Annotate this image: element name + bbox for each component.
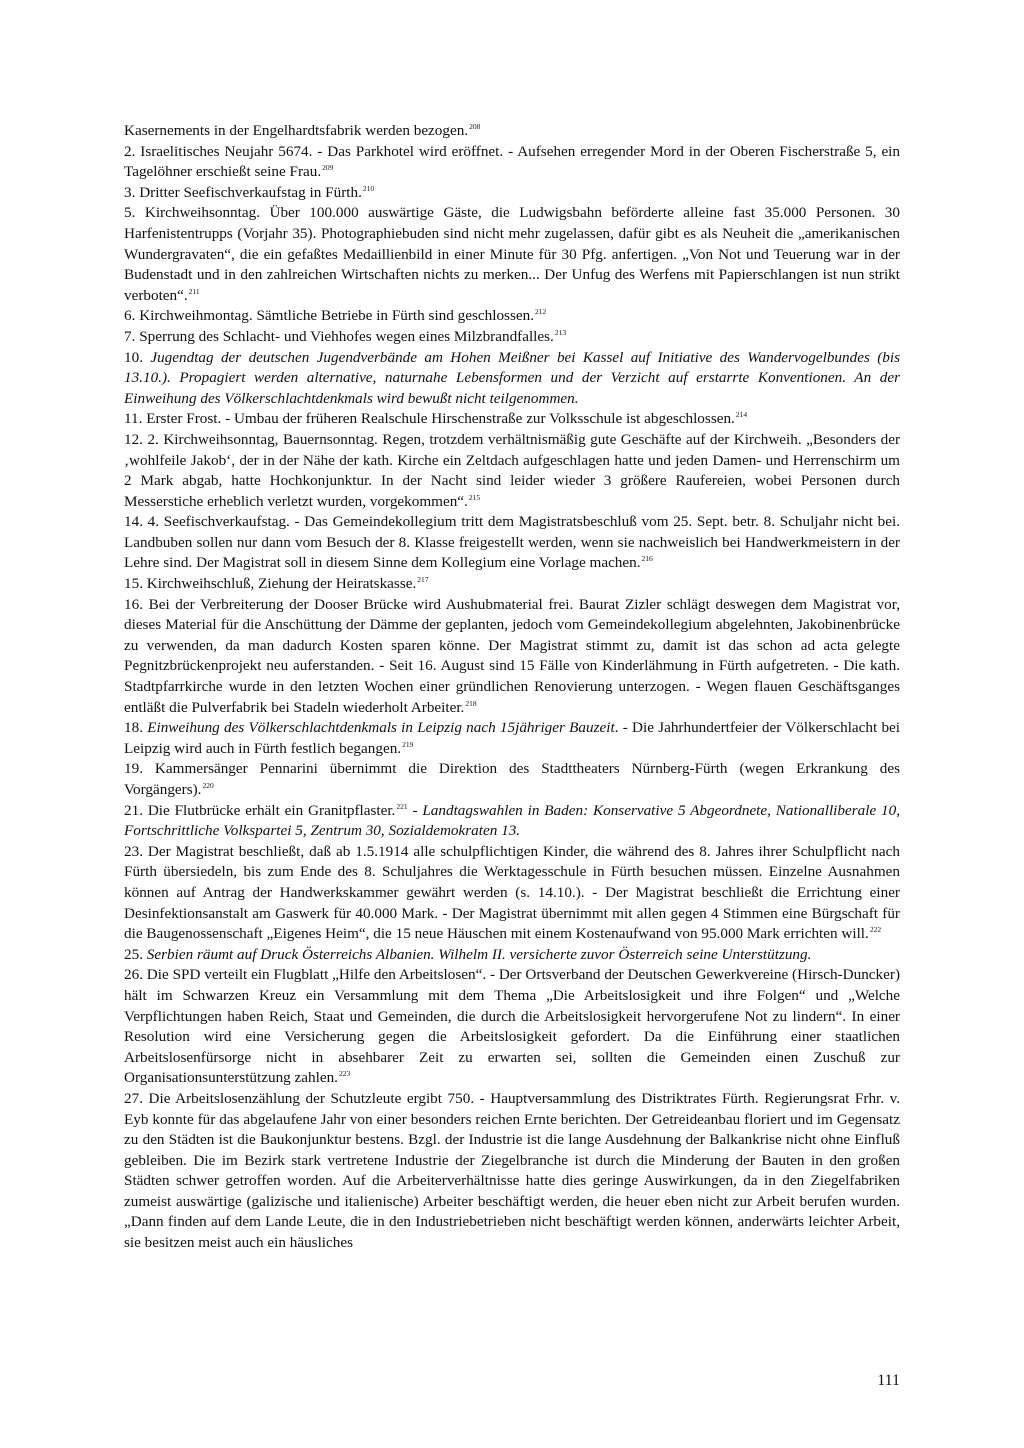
footnote-ref: 223 [338, 1069, 351, 1079]
footnote-ref: 212 [535, 307, 547, 317]
chronicle-text [124, 121, 900, 1254]
entry-7: 7. Sperrung des Schlacht- und Viehhofes wegen eines Milzbrandfalles.$^{213}$ [124, 327, 567, 345]
footnote-ref: 217 [417, 575, 429, 585]
entry-27: 27. Die Arbeitslosenzählung der Schutzleute ergibt 750. - Hauptversammlung des Distriktrates Fürth. Regierungsrat Frhr. v. Eyb konnte für das abgelaufene Jahr von einer besonders reichen Ernte berichten. Der Getreideanbau floriert und im Gegensatz zu den Städten ist die Baukonjunktur bestens. Bzgl. der Industrie ist die lange Ausdehnung der Balkankrise nicht ohne Einfluß gebleiben. Die im Bezirk stark vertretene Industrie der Ziegelbranche ist durch die Minderung der Bauten in den großen Städten schwer getroffen worden. Auf die Arbeiterverhältnisse hatte dies geringe Auswirkungen, da in den Ziegelfabriken zumeist auswärtige (galizische und italienische) Arbeiter beschäftigt werden, die heuer eben nicht zur Arbeit berufen wurden. „Dann finden auf dem Lande Leute, die in den Industriebetrieben nicht beschäftigt werden können, anderwärts leichter Arbeit, sie besitzen meist auch ein häusliches [124, 1089, 900, 1252]
page-number: 111 [877, 1372, 900, 1389]
entry-16: 16. Bei der Verbreiterung der Dooser Brücke wird Aushubmaterial frei. Baurat Zizler schlägt deswegen dem Magistrat vor, dieses Material für die Anschüttung der Dämme der geplanten, jedoch vom Gemeindekollegium abgelehnten, Jakobinenbrücke zu verwenden, da man dadurch Kosten sparen könne. Der Magistrat stimmt zu, damit ist das schon ad acta gelegte Pegnitzbrückenprojekt neu auferstanden. - Seit 16. August sind 15 Fälle von Kinderlähmung in Fürth aufgetreten. - Die kath. Stadtpfarrkirche wurde in den letzten Wochen einer gründlichen Renovierung unterzogen. - Wegen flauen Geschäftsganges entläßt die Pulverfabrik bei Stadeln wiederholt Arbeiter.$^{218}$ [124, 595, 900, 716]
entry-19: 19. Kammersänger Pennarini übernimmt die Direktion des Stadttheaters Nürnberg-Fürth (wegen Erkrankung des Vorgängers).$^{220}$ [124, 760, 900, 798]
footnote-ref: 220 [202, 781, 214, 790]
footnote-ref: 211 [188, 286, 200, 296]
entry-21: 21. Die Flutbrücke erhält ein Granitpflaster.$^{221}$ - Landtagswahlen in Baden: Konservative 5 Abgeordnete, Nationalliberale 10, Fortschrittliche Volkspartei 5, Zentrum 30, Sozialdemokraten 13. [124, 801, 901, 840]
entry-26: 26. Die SPD verteilt ein Flugblatt „Hilfe den Arbeitslosen“. - Der Ortsverband der Deutschen Gewerkvereine (Hirsch-Duncker) hält im Schwarzen Kreuz ein Versammlung mit dem Thema „Die Arbeitslosigkeit und ihre Folgen“ und „Welche Verpflichtungen haben Reich, Staat und Gemeinden, die durch die Arbeitslosigkeit hervorgerufene Not zu lindern“. In einer Resolution wird eine Versicherung gegen die Arbeitslosigkeit gefordert. Da die Einführung einer staatlichen Arbeitslosenfürsorge nicht in absehbarer Zeit zu erwarten sei, sollten die Gemeinden einen Zuschuß zur Organisationsunterstützung zahlen.$^{223}$ [124, 966, 900, 1087]
entry-12: 12. 2. Kirchweihsonntag, Bauernsonntag. Regen, trotzdem verhältnismäßig gute Geschäfte auf der Kirchweih. „Besonders der ‚wohlfeile Jakob‘, der in der Nähe der kath. Kirche ein Zeltdach aufgeschlagen hatte und jeden Damen- und Herrenschirm um 2 Mark abgab, hatte Hochkonjunktur. In der Nacht sind leider wieder 3 größere Raufereien, wobei Personen durch Messerstiche erheblich verletzt wurden, vorgekommen“.$^{215}$ [124, 430, 900, 510]
entry-15: 15. Kirchweihschluß, Ziehung der Heiratskasse.$^{217}$ [124, 575, 429, 593]
footnote-ref: 208 [469, 122, 481, 131]
entry-3: 3. Dritter Seefischverkaufstag in Fürth.$^{210}$ [124, 183, 375, 201]
footnote-ref: 219 [402, 739, 414, 749]
footnote-ref: 221 [396, 801, 408, 811]
footnote-ref: 222 [869, 925, 882, 935]
footnote-ref: 214 [735, 410, 748, 420]
entry-18: 18. Einweihung des Völkerschlachtdenkmals in Leipzig nach 15jähriger Bauzeit. - Die Jahrhundertfeier der Völkerschlacht bei Leipzig wird auch in Fürth festlich begangen.$^{219}$ [124, 719, 901, 757]
entry-10: 10. Jugendtag der deutschen Jugendverbände am Hohen Meißner bei Kassel auf Initiative des Wandervogelbundes (bis 13.10.). Propagiert werden alternative, naturnahe Lebensformen und der Verzicht auf erstarrte Konventionen. An der Einweihung des Völkerschlachtdenkmals wird bewußt nicht teilgenommen. [124, 348, 900, 407]
entry-kasernements: Kasernements in der Engelhardtsfabrik werden bezogen.$^{208}$ [124, 122, 481, 139]
footnote-ref: 209 [322, 163, 334, 173]
entry-11: 11. Erster Frost. - Umbau der früheren Realschule Hirschenstraße zur Volksschule ist abgeschlossen.$^{214}$ [124, 410, 748, 428]
footnote-ref: 218 [465, 698, 477, 708]
entry-6: 6. Kirchweihmontag. Sämtliche Betriebe in Fürth sind geschlossen.$^{212}$ [124, 307, 547, 325]
footnote-ref: 213 [554, 327, 567, 337]
entry-14: 14. 4. Seefischverkaufstag. - Das Gemeindekollegium tritt dem Magistratsbeschluß vom 25. Sept. betr. 8. Schuljahr nicht bei. Landbuben sollen nur dann vom Besuch der 8. Klasse freigestellt werden, wenn sie nachweislich bei Handwerkmeistern in der Lehre sind. Der Magistrat soll in diesem Sinne dem Kollegium eine Vorlage machen.$^{216}$ [124, 513, 900, 572]
entry-23: 23. Der Magistrat beschließt, daß ab 1.5.1914 alle schulpflichtigen Kinder, die während des 8. Jahres ihrer Schulpflicht nach Fürth übersiedeln, bis zum Ende des 8. Schuljahres die Werktagesschule in Fürth besuchen müssen. Einzelne Ausnahmen können auf Antrag der Handwerkskammer gewährt werden (s. 14.10.). - Der Magistrat beschließt die Errichtung einer Desinfektionsanstalt am Gaswerk für 40.000 Mark. - Der Magistrat übernimmt mit allen gegen 4 Stimmen eine Bürgschaft für die Baugenossenschaft „Eigenes Heim“, die 15 neue Häuschen mit einem Kostenaufwand von 95.000 Mark errichten will.$^{222}$ [124, 842, 900, 943]
footnote-ref: 215 [468, 492, 481, 502]
entry-5: 5. Kirchweihsonntag. Über 100.000 auswärtige Gäste, die Ludwigsbahn beförderte alleine fast 35.000 Personen. 30 Harfenistentrupps (Vorjahr 35). Photographiebuden sind nicht mehr zugelassen, dafür gibt es als Neuheit die „amerikanischen Wundergravaten“, die ein gefaßtes Medaillienbild in einer Minute für 30 Pfg. anfertigen. „Von Not und Teuerung war in der Budenstadt und in den zahlreichen Wirtschaften nichts zu merken... Der Unfug des Werfens mit Papierschlangen ist nun strikt verboten“.$^{211}$ [124, 204, 900, 304]
footnote-ref: 210 [362, 183, 375, 193]
footnote-ref: 216 [641, 554, 653, 564]
entry-25: 25. Serbien räumt auf Druck Österreichs Albanien. Wilhelm II. versicherte zuvor Österreich seine Unterstützung. [124, 945, 812, 963]
entry-2: 2. Israelitisches Neujahr 5674. - Das Parkhotel wird eröffnet. - Aufsehen erregender Mord in der Oberen Fischerstraße 5, ein Tagelöhner erschießt seine Frau.$^{209}$ [124, 142, 900, 181]
